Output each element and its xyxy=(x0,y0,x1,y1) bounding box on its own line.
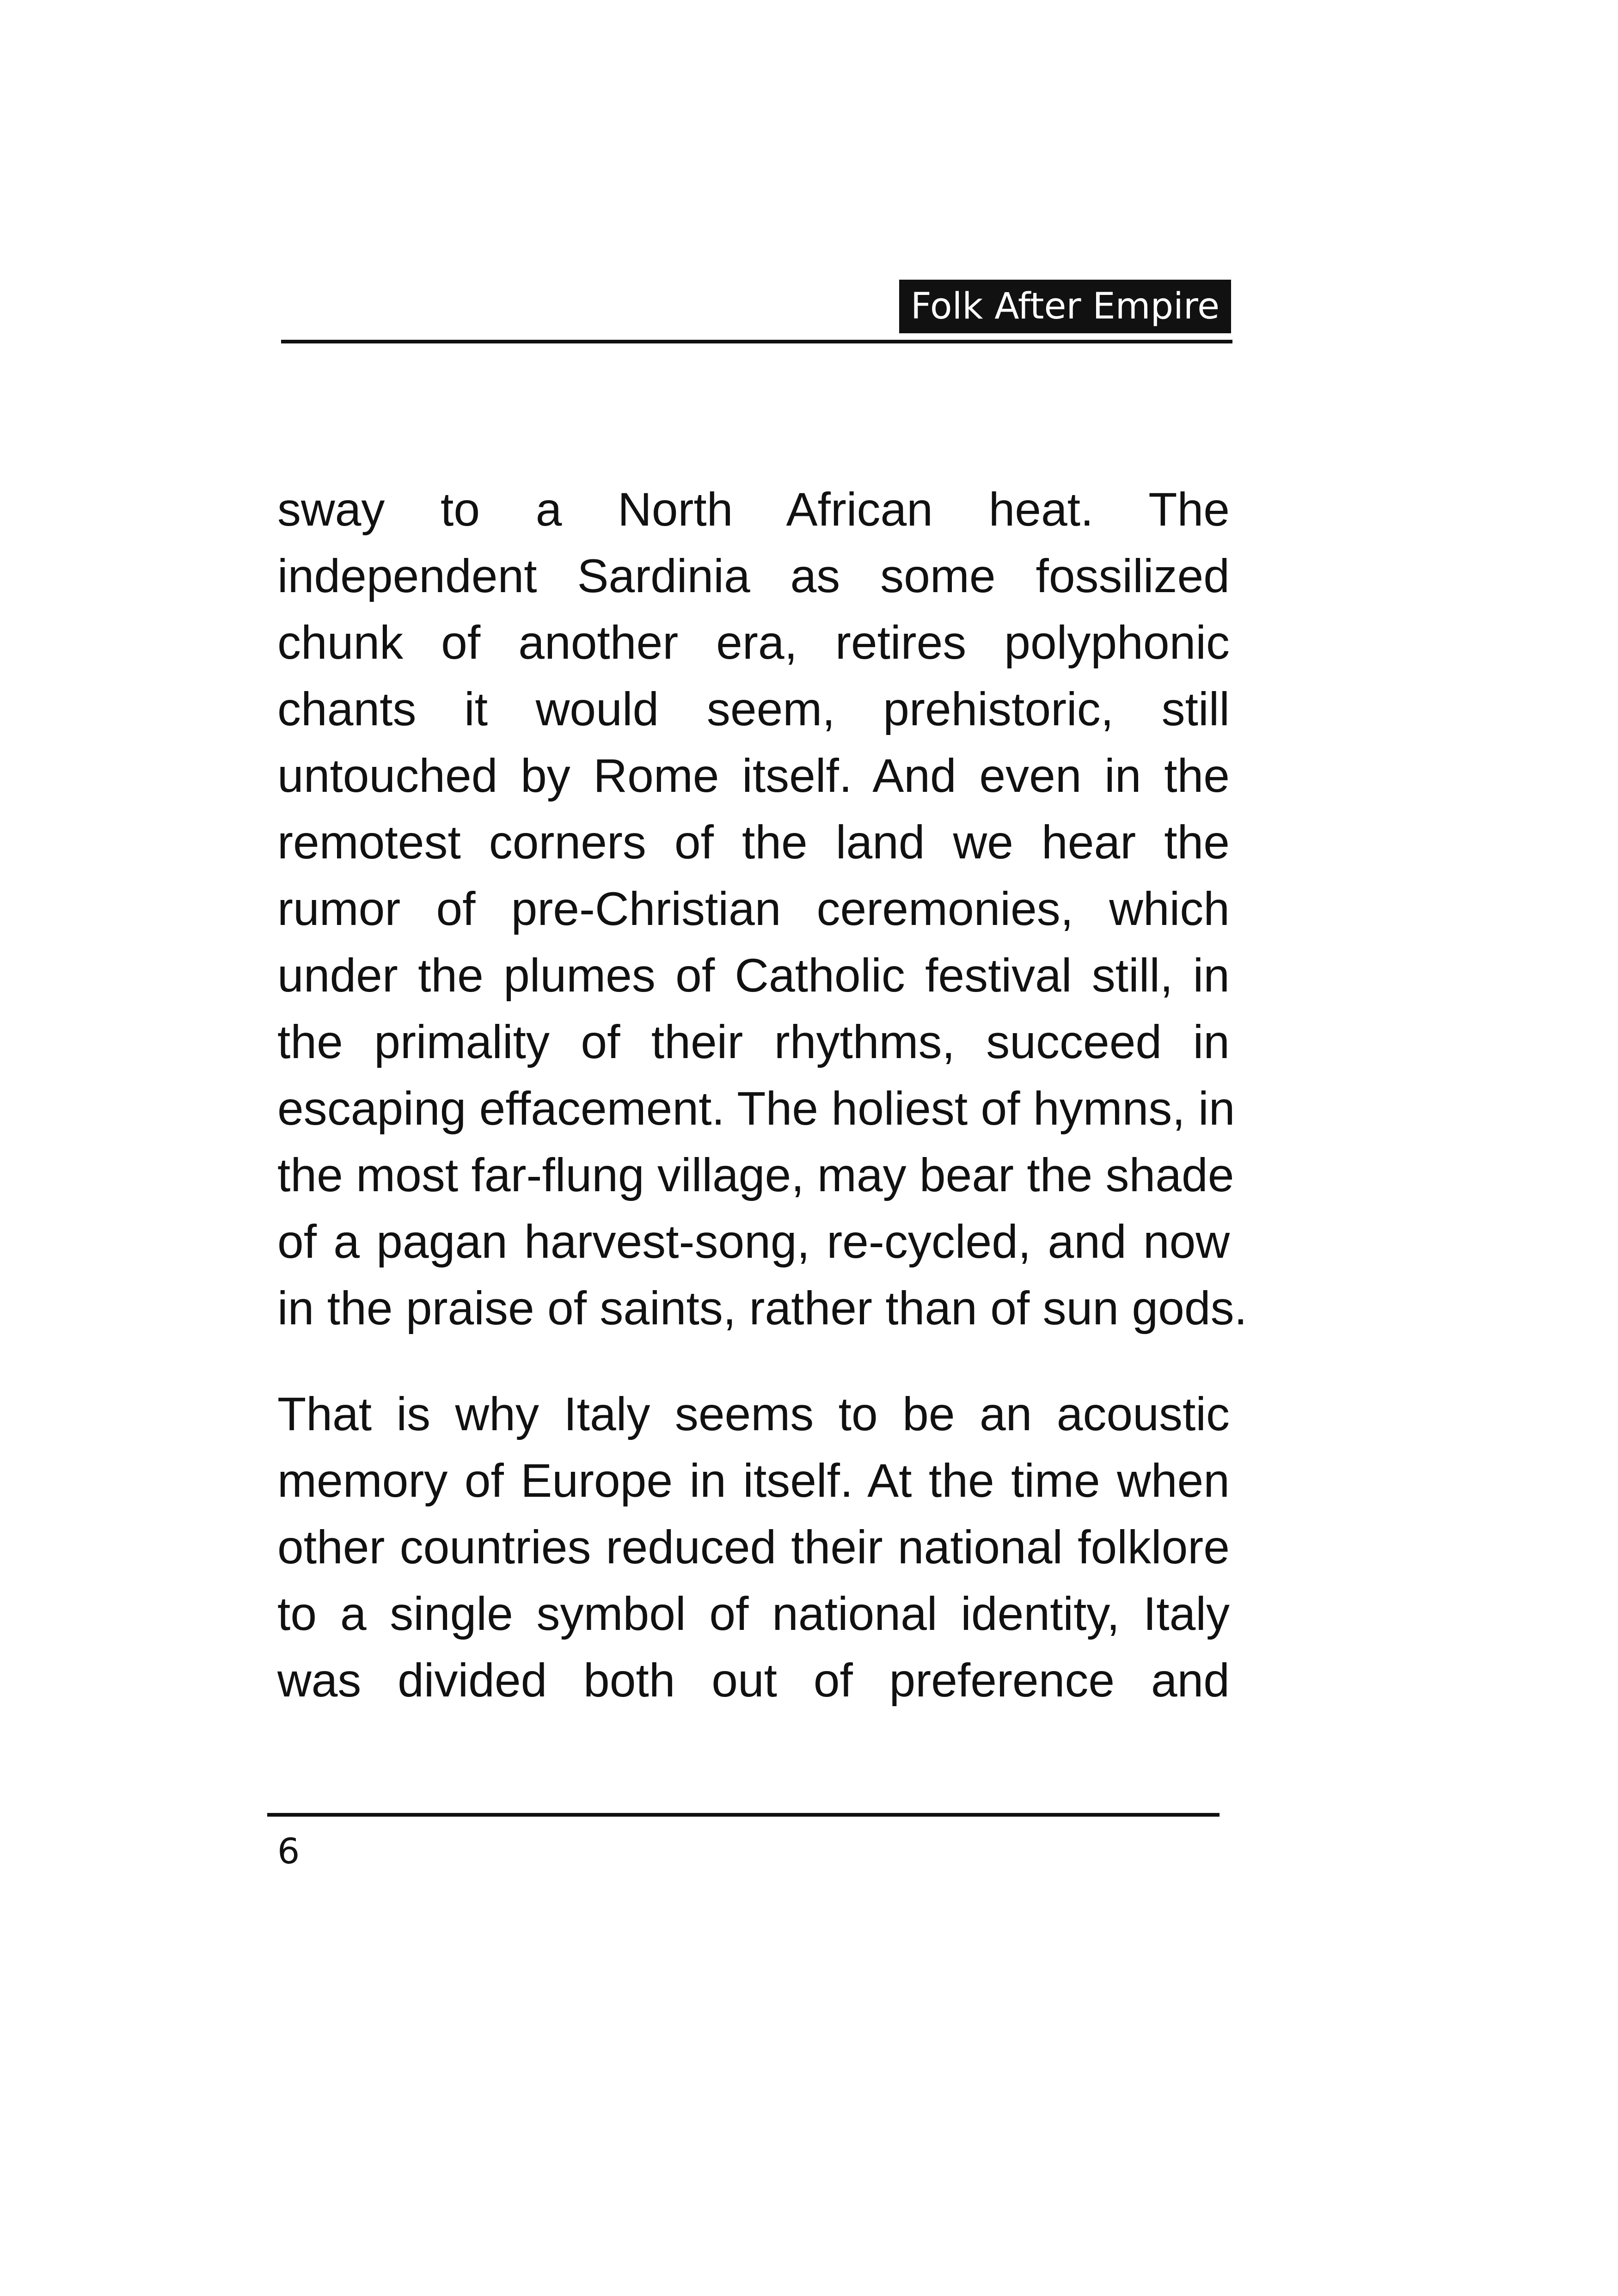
text-line: of a pagan harvest-song, re-cycled, and now xyxy=(277,1215,1230,1268)
text-line: rumor of pre-Christian ceremonies, which xyxy=(277,882,1230,935)
page-body xyxy=(277,476,1247,1714)
text-line: in the praise of saints, rather than of sun gods. xyxy=(277,1282,1247,1335)
text-line: was divided both out of preference and xyxy=(277,1654,1230,1707)
page-number: 6 xyxy=(277,1831,300,1872)
text-line: other countries reduced their national folklore xyxy=(277,1521,1230,1574)
text-line: chants it would seem, prehistoric, still xyxy=(277,683,1230,735)
header-rule xyxy=(281,340,1232,343)
running-header-title: Folk After Empire xyxy=(899,280,1231,333)
text-line: chunk of another era, retires polyphonic xyxy=(277,616,1230,669)
text-line: the most far-flung village, may bear the shade xyxy=(277,1149,1234,1201)
text-line: under the plumes of Catholic festival still, in xyxy=(277,949,1230,1002)
text-line: independent Sardinia as some fossilized xyxy=(277,550,1230,602)
text-line: the primality of their rhythms, succeed in xyxy=(277,1016,1230,1068)
paragraph-2 xyxy=(277,1381,1230,1714)
text-line: escaping effacement. The holiest of hymns, in xyxy=(277,1082,1235,1135)
text-line: That is why Italy seems to be an acoustic xyxy=(277,1388,1230,1440)
text-line: sway to a North African heat. The xyxy=(277,483,1230,536)
text-line: remotest corners of the land we hear the xyxy=(277,816,1230,869)
paragraph-1 xyxy=(277,476,1247,1341)
text-line: to a single symbol of national identity, Italy xyxy=(277,1587,1230,1640)
footer-rule xyxy=(267,1813,1220,1817)
text-line: untouched by Rome itself. And even in the xyxy=(277,749,1230,802)
text-line: memory of Europe in itself. At the time when xyxy=(277,1454,1230,1507)
